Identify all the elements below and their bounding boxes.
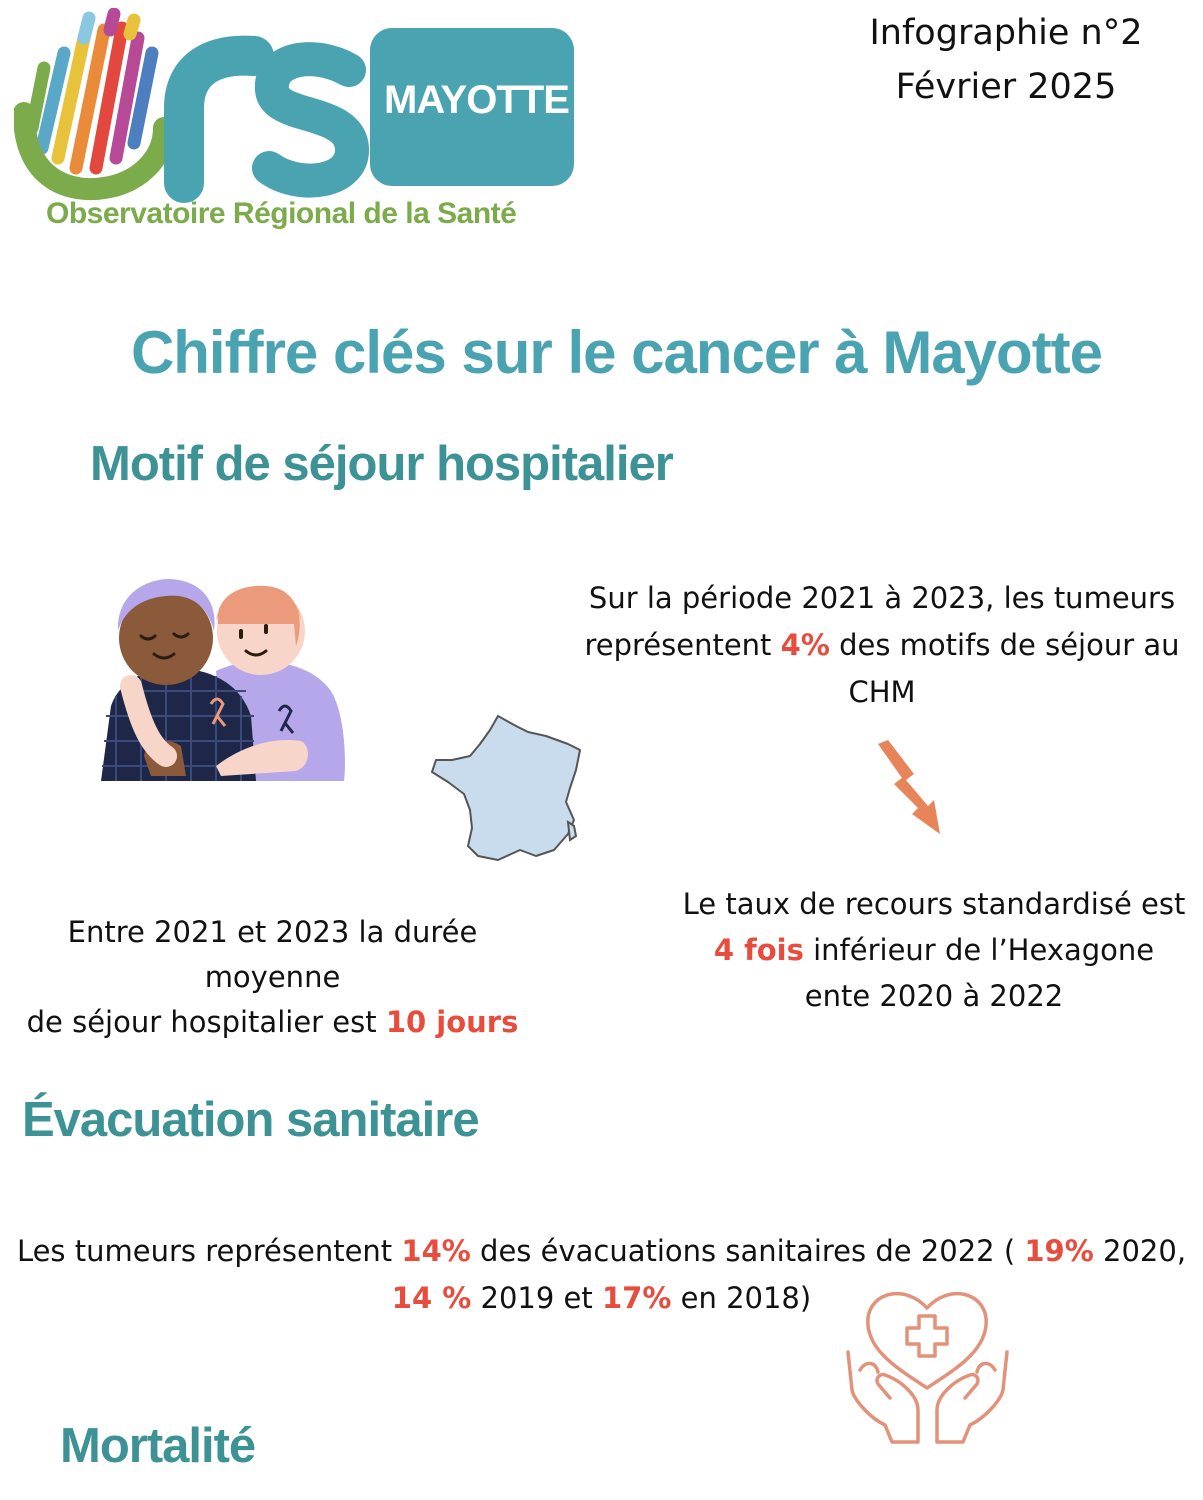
logo-subtitle: Observatoire Régional de la Santé bbox=[46, 197, 517, 230]
tumours-line3: CHM bbox=[848, 675, 916, 709]
tumours-line2 bbox=[572, 622, 1192, 669]
tumours-line2-post: des motifs de séjour au bbox=[829, 628, 1180, 662]
evacuation-2019-value: 14 % bbox=[391, 1281, 472, 1315]
tumours-line1: Sur la période 2021 à 2023, les tumeurs bbox=[588, 581, 1176, 615]
rate-value: 4 fois bbox=[713, 933, 804, 967]
duration-value: 10 jours bbox=[385, 1005, 519, 1039]
section-heading-mortality: Mortalité bbox=[60, 1419, 256, 1473]
evacuation-line2 bbox=[0, 1275, 1203, 1322]
evacuation-2020-value: 19% bbox=[1024, 1234, 1094, 1268]
tumours-line2-pre: représentent bbox=[584, 628, 781, 662]
france-map-icon bbox=[428, 710, 588, 870]
section-heading-hospital: Motif de séjour hospitalier bbox=[90, 437, 673, 491]
stay-duration-text bbox=[0, 910, 545, 1045]
recourse-rate-text bbox=[680, 881, 1188, 1019]
duration-line2 bbox=[0, 1000, 545, 1045]
rate-line3: ente 2020 à 2022 bbox=[804, 979, 1064, 1013]
infographic-date: Février 2025 bbox=[895, 67, 1117, 107]
section-heading-evacuation: Évacuation sanitaire bbox=[22, 1093, 479, 1147]
rate-line2-post: inférieur de l’Hexagone bbox=[803, 933, 1155, 967]
evacuation-2018-value: 17% bbox=[601, 1281, 672, 1315]
ors-logo bbox=[0, 0, 600, 250]
evacuation-l1-post: 2020, bbox=[1093, 1234, 1187, 1268]
trend-down-arrow-icon bbox=[868, 738, 948, 838]
tumours-share-text bbox=[572, 575, 1192, 716]
rate-line2 bbox=[680, 927, 1188, 973]
cancer-support-illustration bbox=[96, 576, 356, 786]
heart-hands-medical-icon bbox=[840, 1280, 1015, 1450]
page-title: Chiffre clés sur le cancer à Mayotte bbox=[130, 319, 1103, 386]
duration-line2-pre: de séjour hospitalier est bbox=[26, 1005, 386, 1039]
evacuation-l1-mid: des évacuations sanitaires de 2022 ( bbox=[470, 1234, 1025, 1268]
tumours-percent-value: 4% bbox=[780, 628, 830, 662]
evacuation-text bbox=[0, 1228, 1203, 1322]
rate-line1: Le taux de recours standardisé est bbox=[682, 887, 1186, 921]
evacuation-l2-post: en 2018) bbox=[671, 1281, 812, 1315]
infographic-number: Infographie n°2 bbox=[869, 13, 1143, 53]
logo-badge-label: MAYOTTE bbox=[384, 78, 569, 122]
duration-line1: Entre 2021 et 2023 la durée moyenne bbox=[67, 915, 478, 994]
evacuation-line1 bbox=[0, 1228, 1203, 1275]
evacuation-2022-value: 14% bbox=[401, 1234, 471, 1268]
evacuation-l2-mid: 2019 et bbox=[471, 1281, 602, 1315]
evacuation-l1-pre: Les tumeurs représentent bbox=[16, 1234, 402, 1268]
